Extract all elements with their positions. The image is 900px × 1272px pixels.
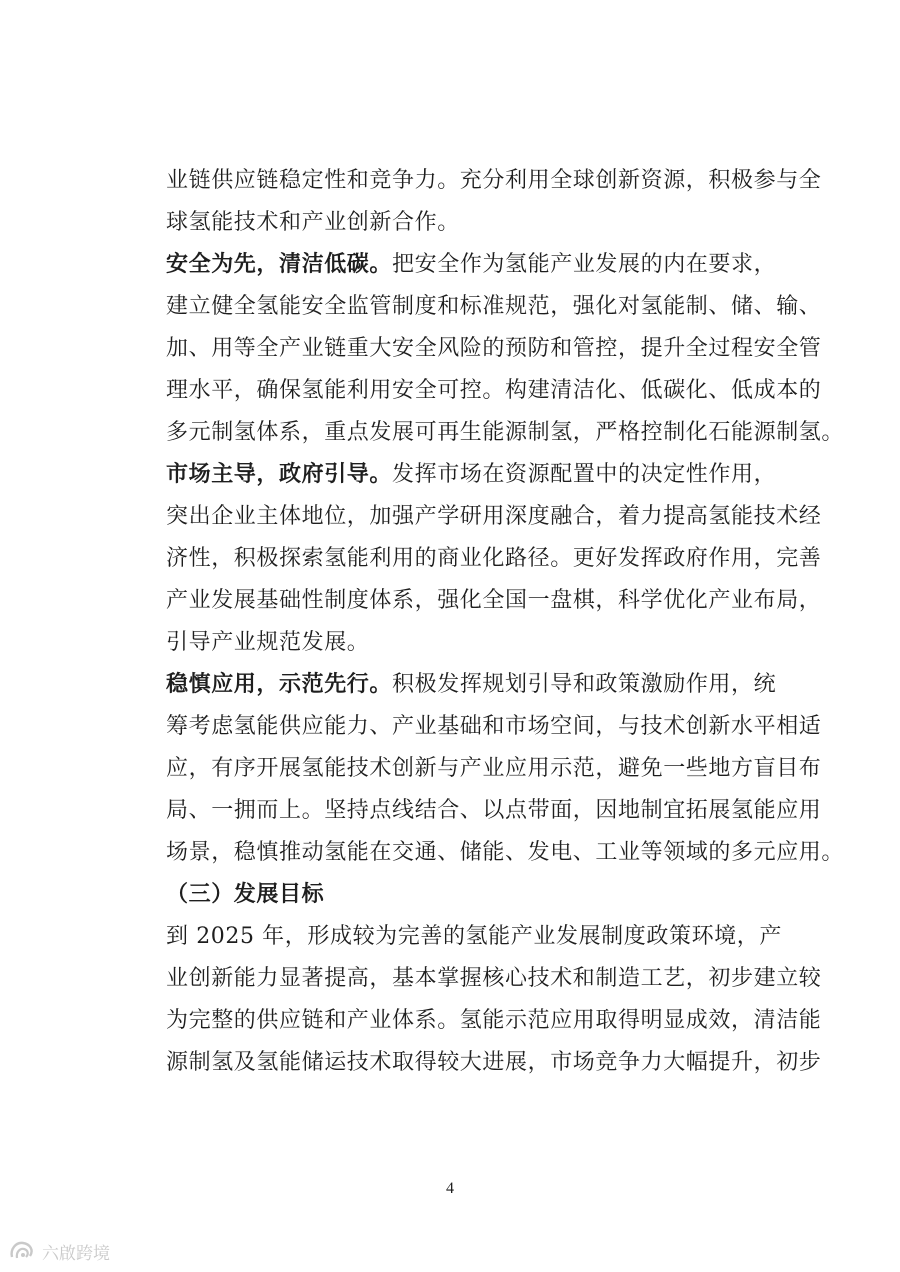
- text-line: 场景，稳慎推动氢能在交通、储能、发电、工业等领域的多元应用。: [166, 840, 845, 865]
- paragraph-first-line: [166, 244, 776, 286]
- paragraph-heading: 市场主导，政府引导。: [166, 462, 393, 487]
- text-line: 业链供应链稳定性和竞争力。充分利用全球创新资源，积极参与全: [166, 168, 822, 193]
- document-body: [166, 160, 845, 1084]
- paragraph-heading: 安全为先，清洁低碳。: [166, 252, 393, 277]
- paragraph-first-line: [166, 664, 776, 706]
- text-line: 球氢能技术和产业创新合作。: [166, 210, 460, 235]
- section-heading: （三）发展目标: [166, 882, 325, 907]
- watermark: [8, 1238, 110, 1264]
- paragraph-first-line: [166, 454, 776, 496]
- text-line: 济性，积极探索氢能利用的商业化路径。更好发挥政府作用，完善: [166, 546, 822, 571]
- text-line: 加、用等全产业链重大安全风险的预防和管控，提升全过程安全管: [166, 336, 822, 361]
- text-line: 应，有序开展氢能技术创新与产业应用示范，避免一些地方盲目布: [166, 756, 822, 781]
- paragraph-heading: 稳慎应用，示范先行。: [166, 672, 393, 697]
- text-line: 积极发挥规划引导和政策激励作用，统: [392, 672, 777, 697]
- text-line: 为完整的供应链和产业体系。氢能示范应用取得明显成效，清洁能: [166, 1008, 822, 1033]
- text-line: 产业发展基础性制度体系，强化全国一盘棋，科学优化产业布局，: [166, 588, 822, 613]
- text-line: 源制氢及氢能储运技术取得较大进展，市场竞争力大幅提升，初步: [166, 1050, 822, 1075]
- page-number: 4: [446, 1180, 454, 1197]
- text-line: 到 2025 年，形成较为完善的氢能产业发展制度政策环境，产: [166, 924, 782, 949]
- text-line: 建立健全氢能安全监管制度和标准规范，强化对氢能制、储、输、: [166, 294, 822, 319]
- brand-logo-icon: [8, 1239, 38, 1263]
- text-line: 把安全作为氢能产业发展的内在要求，: [392, 252, 777, 277]
- text-line: 引导产业规范发展。: [166, 630, 370, 655]
- text-line: 理水平，确保氢能利用安全可控。构建清洁化、低碳化、低成本的: [166, 378, 822, 403]
- text-line: 业创新能力显著提高，基本掌握核心技术和制造工艺，初步建立较: [166, 966, 822, 991]
- watermark-text: 六啟跨境: [42, 1243, 110, 1264]
- text-line: 多元制氢体系，重点发展可再生能源制氢，严格控制化石能源制氢。: [166, 420, 845, 445]
- text-line: 发挥市场在资源配置中的决定性作用，: [392, 462, 777, 487]
- text-line: 局、一拥而上。坚持点线结合、以点带面，因地制宜拓展氢能应用: [166, 798, 822, 823]
- section-heading-line: [166, 874, 776, 916]
- text-line: 突出企业主体地位，加强产学研用深度融合，着力提高氢能技术经: [166, 504, 822, 529]
- text-line: 筹考虑氢能供应能力、产业基础和市场空间，与技术创新水平相适: [166, 714, 822, 739]
